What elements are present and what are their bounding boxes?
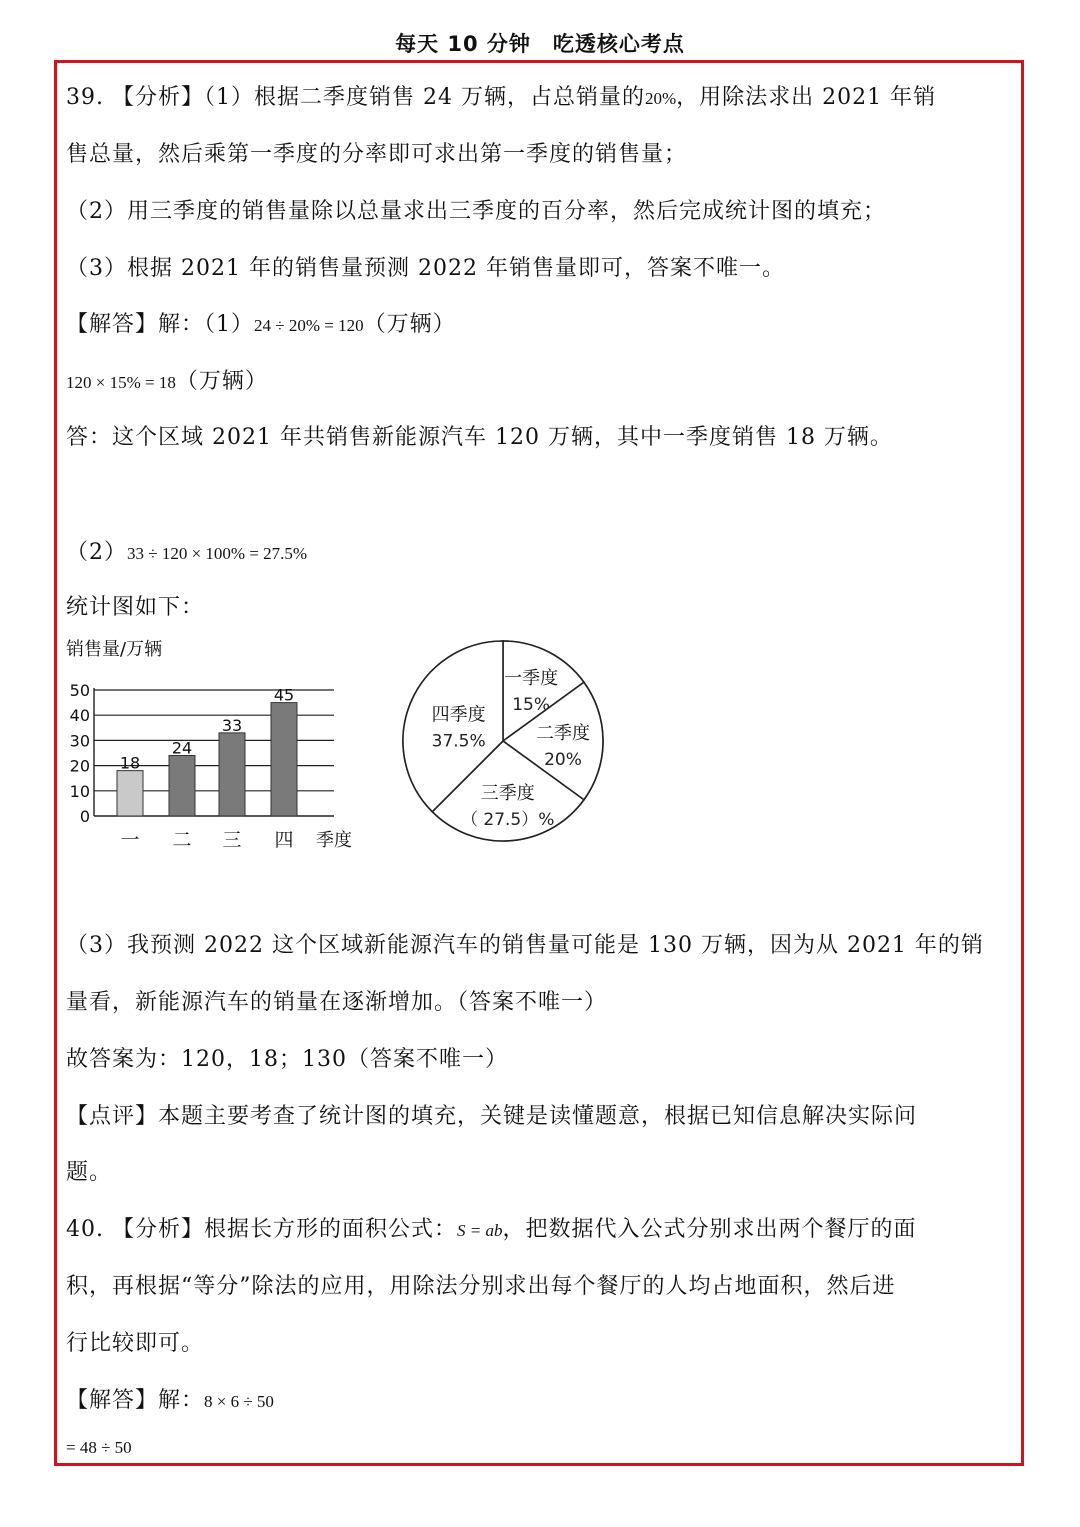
- bar-data-label: 18: [119, 753, 141, 773]
- bar-chart-ytick: 20: [69, 756, 90, 776]
- analysis-39-line-1: 39. 【分析】（1）根据二季度销售 24 万辆，占总销量的20%，用除法求出 2021 年销: [66, 85, 937, 110]
- solution-39-step2: 120 × 15% = 18（万辆）: [66, 369, 268, 394]
- final-answer-39: 故答案为：120，18；130（答案不唯一）: [66, 1047, 508, 1072]
- bar-chart-ytick: 10: [69, 781, 90, 801]
- pie-slice-value: 15%: [512, 694, 551, 715]
- bar-chart-xlabel: 季度: [316, 830, 352, 851]
- pie-slice-name: 一季度: [504, 667, 559, 689]
- solution-40-line-1: 【解答】解：8 × 6 ÷ 50: [66, 1388, 274, 1413]
- comment-39-line-2: 题。: [66, 1160, 113, 1185]
- bar-category-label: 三: [222, 829, 242, 851]
- pie-slice-name: 二季度: [536, 723, 590, 744]
- bar-data-label: 24: [171, 738, 193, 758]
- bar-3: [219, 733, 245, 816]
- analysis-40-line-3: 行比较即可。: [66, 1331, 205, 1356]
- analysis-39-line-4: （3）根据 2021 年的销售量预测 2022 年销售量即可，答案不唯一。: [66, 256, 785, 281]
- bar-4: [271, 703, 297, 816]
- solution-39-part1: 【解答】解：（1）24 ÷ 20% = 120（万辆）: [66, 312, 456, 337]
- analysis-40-line-2: 积，再根据“等分”除法的应用，用除法分别求出每个餐厅的人均占地面积，然后进: [66, 1274, 896, 1299]
- pie-slice-name: 三季度: [480, 782, 535, 804]
- bar-category-label: 二: [172, 829, 192, 851]
- analysis-39-line-2: 售总量，然后乘第一季度的分率即可求出第一季度的销售量；: [66, 142, 688, 167]
- bar-chart-ytick: 0: [79, 807, 90, 826]
- bar-chart-ylabel: 销售量/万辆: [66, 639, 163, 660]
- pie-slice-value: 37.5%: [431, 731, 486, 752]
- analysis-40-line-1: 40. 【分析】根据长方形的面积公式：S = ab，把数据代入公式分别求出两个餐厅的面: [66, 1217, 917, 1242]
- comment-39-line-1: 【点评】本题主要考查了统计图的填充，关键是读懂题意，根据已知信息解决实际问: [66, 1104, 918, 1129]
- bar-category-label: 四: [274, 829, 294, 851]
- pie-slice-name: 四季度: [431, 704, 486, 726]
- page-header: 每天 10 分钟 吃透核心考点: [395, 32, 685, 56]
- solution-39-part2: （2）33 ÷ 120 × 100% = 27.5%: [66, 540, 308, 565]
- bar-chart: [62, 632, 362, 854]
- answer-39-part1: 答：这个区域 2021 年共销售新能源汽车 120 万辆，其中一季度销售 18 万辆。: [66, 425, 893, 450]
- pie-slice-value: （ 27.5）%: [460, 809, 555, 830]
- analysis-39-line-3: （2）用三季度的销售量除以总量求出三季度的百分率，然后完成统计图的填充；: [66, 199, 886, 224]
- solution-40-line-2: = 48 ÷ 50: [66, 1438, 132, 1457]
- bar-chart-ytick: 30: [69, 731, 90, 751]
- pie-chart: [398, 636, 610, 848]
- bar-category-label: 一: [120, 829, 140, 851]
- solution-39-part3-line-2: 量看，新能源汽车的销量在逐渐增加。（答案不唯一）: [66, 990, 608, 1015]
- bar-chart-ytick: 50: [69, 681, 90, 700]
- bar-data-label: 45: [273, 685, 295, 705]
- chart-intro: 统计图如下：: [66, 595, 205, 620]
- bar-1: [117, 771, 143, 816]
- pie-slice-value: 20%: [544, 750, 582, 770]
- bar-data-label: 33: [221, 715, 243, 735]
- solution-39-part3-line-1: （3）我预测 2022 这个区域新能源汽车的销售量可能是 130 万辆，因为从 2021 年的销: [66, 933, 984, 958]
- bar-2: [169, 756, 195, 816]
- bar-chart-ytick: 40: [69, 706, 90, 726]
